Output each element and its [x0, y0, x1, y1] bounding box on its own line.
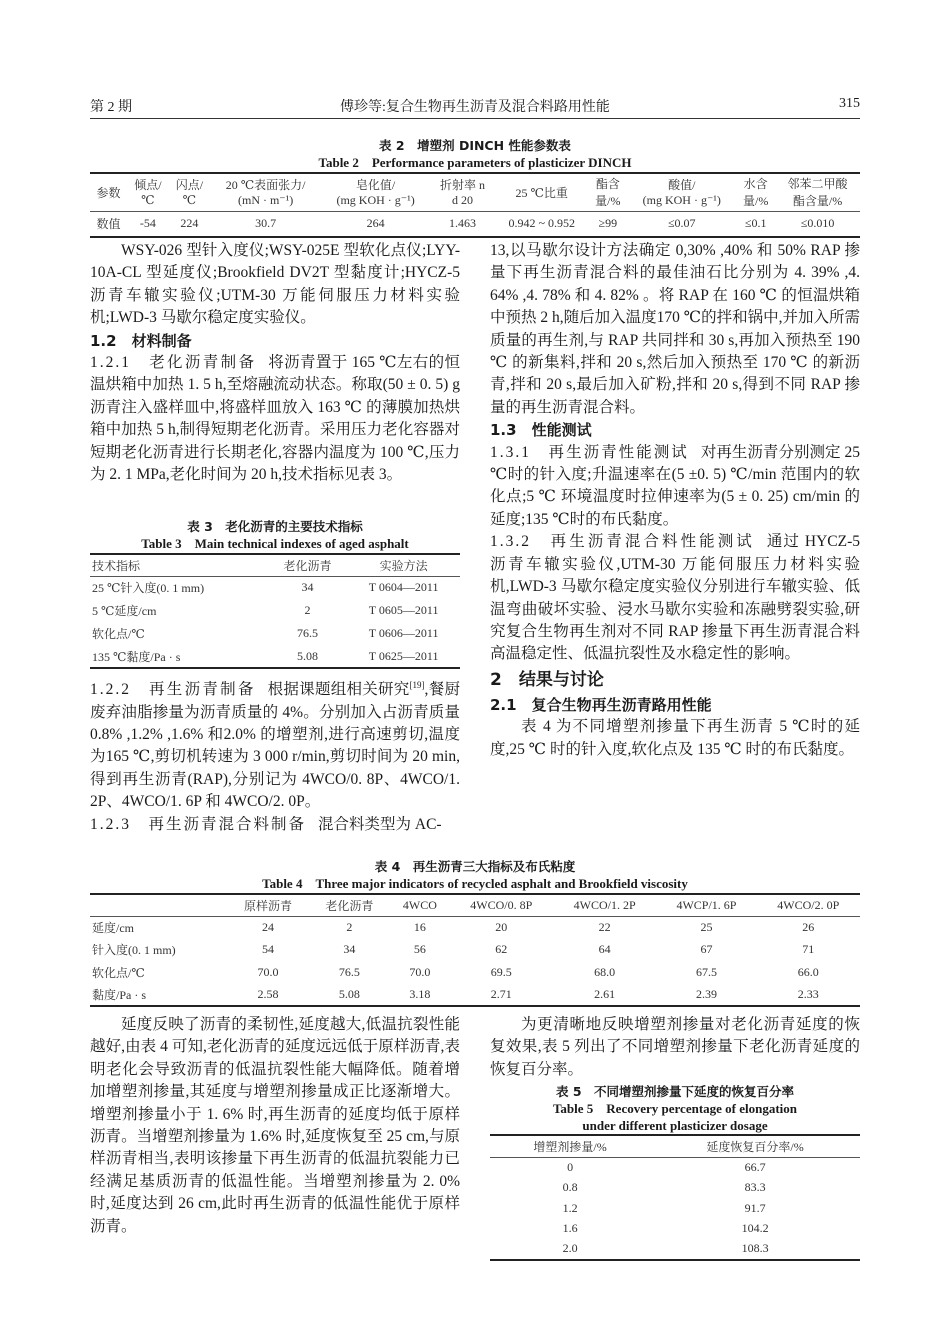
table-row: [90, 939, 860, 962]
table3-cell: 5 ℃延度/cm: [92, 604, 157, 618]
table4-header-cell: 老化沥青: [325, 898, 374, 913]
table4-cell: 16: [413, 920, 426, 934]
left-column-top: [90, 240, 460, 486]
header-line: 酸值/: [668, 178, 696, 193]
table2-header-cell: [627, 173, 736, 211]
table-row: [490, 1239, 860, 1260]
table-row: [490, 1219, 860, 1240]
header-line: (mg KOH · g⁻¹): [642, 193, 721, 208]
subsection-label-1-2-3: 1.2.3 再生沥青混合料制备: [90, 815, 307, 833]
left-column-bottom: [90, 1014, 460, 1238]
header-line: 邻苯二甲酸: [787, 177, 848, 192]
table5-cell: 0: [567, 1160, 574, 1174]
table4-cell: 54: [261, 942, 274, 957]
table4-cell: 延度/cm: [92, 921, 134, 935]
table2-header-cell: [169, 173, 211, 211]
paragraph-1-2-2-part2: ,餐厨废弃油脂掺量为沥青质量的 4%。分别加入占沥青质量0.8% ,1.2% ,1.6% 和2.0% 的增塑剂,进行高速剪切,温度为165 ℃,剪切机转速为 3 000 r/min,剪切时间为 20 min,得到再生沥青(RAP),分别记为 4WCO/0. 8P、4WCO/1. 2P、4WCO/1. 6P 和 4WCO/2. 0P。: [90, 681, 460, 811]
table5-header-cell: 延度恢复百分率/%: [706, 1139, 804, 1154]
table4-header-cell: 4WCO: [402, 897, 437, 912]
table2-title-en: Table 2 Performance parameters of plasticizer DINCH: [318, 155, 632, 170]
header-line: 皂化值/: [355, 178, 396, 193]
table4-header-cell: 4WCO/1. 2P: [573, 897, 636, 912]
table2-cell: 264: [366, 216, 385, 231]
table4-cell: 25: [700, 920, 713, 934]
table4-cell: 64: [598, 942, 611, 957]
table2-cell: 0.942 ~ 0.952: [508, 216, 575, 231]
table4-cell: 70.0: [409, 964, 431, 979]
table5-title-en: Table 5 Recovery percentage of elongation: [552, 1101, 798, 1116]
issue-label: 第 2 期: [90, 100, 132, 115]
table4-cell: 3.18: [409, 986, 431, 1001]
table4-cell: 76.5: [338, 964, 360, 979]
table4-cell: 2.61: [594, 986, 616, 1001]
table4-cell: 24: [261, 920, 274, 934]
table4-cell: 71: [802, 942, 815, 957]
table5-cell: 91.7: [744, 1200, 766, 1215]
table3-title-en: Table 3 Main technical indexes of aged asphalt: [141, 536, 409, 551]
table4-cell: 62: [495, 942, 508, 957]
paragraph-2-1: 表 4 为不同增塑剂掺量下再生沥青 5 ℃时的延度,25 ℃ 时的针入度,软化点及 135 ℃ 时的布氏黏度。: [490, 718, 860, 758]
table4-cell: 20: [495, 920, 508, 934]
table3-header-cell: 技术指标: [92, 558, 141, 573]
running-title: 傅珍等:复合生物再生沥青及混合料路用性能: [340, 100, 610, 115]
table4-cell: 黏度/Pa · s: [92, 987, 147, 1002]
table5-cell: 66.7: [744, 1160, 766, 1174]
table3-cell: 5.08: [296, 648, 318, 663]
header-line: 酯含: [595, 177, 620, 192]
header-line: 水含: [743, 177, 768, 192]
paragraph-1-3-2: 通过 HYCZ-5 沥青车辙实验仪,UTM-30 万能伺服压力材料实验机,LWD-3 马歇尔稳定度实验仪分别进行车辙实验、低温弯曲破坏实验、浸水马歇尔实验和冻融劈裂实验,研究复合生物再生剂对不同 RAP 掺量下再生沥青混合料高温稳定性、低温抗裂性及水稳定性的影响。: [490, 533, 860, 663]
right-column-top: [490, 240, 860, 761]
table5-cell: 0.8: [562, 1180, 578, 1195]
table-row: [90, 599, 460, 622]
table3-cell: 2: [304, 603, 311, 617]
table-row: [490, 1198, 860, 1219]
table3-header-cell: 老化沥青: [283, 558, 332, 573]
subsection-label-1-2-2: 1.2.2 再生沥青制备: [90, 681, 256, 699]
table5-header-cell: 增塑剂掺量/%: [533, 1139, 607, 1154]
table3-title-zh: 表 3 老化沥青的主要技术指标: [187, 519, 363, 534]
table2-header-cell: [495, 173, 588, 211]
citation-ref: [19]: [409, 680, 425, 690]
table4-cell: 69.5: [490, 964, 512, 979]
table4-cell: 软化点/℃: [92, 965, 145, 980]
table4-cell: 68.0: [594, 964, 616, 979]
table3-cell: 34: [301, 580, 314, 595]
table4-title-zh: 表 4 再生沥青三大指标及布氏粘度: [374, 859, 576, 874]
table5-title-en-line2: under different plasticizer dosage: [582, 1118, 768, 1133]
table4-cell: 26: [802, 920, 815, 934]
table3-cell: T 0605—2011: [368, 603, 439, 617]
table5-cell: 83.3: [744, 1180, 766, 1195]
table2-cell: -54: [139, 216, 156, 231]
table2-cell: ≤0.1: [744, 216, 767, 231]
subsection-label-1-2-1: 1.2.1 老化沥青制备: [90, 354, 257, 372]
table2-header-cell: [588, 173, 627, 211]
header-line: ℃: [141, 193, 155, 208]
table-row: [90, 576, 460, 599]
header-line: 量/%: [595, 194, 621, 209]
table5-cell: 1.6: [562, 1221, 578, 1236]
subsection-label-1-3-1: 1.3.1 再生沥青性能测试: [490, 443, 689, 461]
table2-cell: 1.463: [449, 216, 477, 231]
table4-cell: 67: [700, 942, 713, 957]
table2-header-cell: [736, 173, 775, 211]
table4-cell: 34: [343, 942, 356, 957]
table2-cell: 30.7: [255, 216, 277, 231]
header-line: 25 ℃比重: [515, 185, 568, 200]
header-line: 量/%: [743, 194, 769, 209]
header-line: 参数: [96, 185, 121, 200]
table2-cell: 数值: [96, 217, 121, 232]
table4-header-cell: 4WCO/2. 0P: [777, 897, 840, 912]
table2-cell: 224: [180, 216, 199, 231]
table2-header-cell: [90, 173, 127, 211]
table4-cell: 针入度(0. 1 mm): [92, 943, 176, 958]
table4-header-cell: 原样沥青: [243, 898, 292, 913]
table4-cell: 70.0: [257, 964, 279, 979]
table4-cell: 2.71: [490, 986, 512, 1001]
table3-caption: [90, 518, 460, 552]
right-column-bottom: [490, 1014, 860, 1081]
table5-cell: 1.2: [562, 1200, 578, 1215]
table2-header-cell: [127, 173, 169, 211]
section-heading-2: 2 结果与讨论: [490, 669, 604, 690]
table5-cell: 108.3: [741, 1241, 769, 1256]
table2-cell: ≥99: [598, 216, 618, 231]
table-row: [90, 645, 460, 668]
table4: [90, 893, 860, 1007]
table4-title-en: Table 4 Three major indicators of recycled asphalt and Brookfield viscosity: [262, 876, 688, 891]
header-line: 折射率 n: [440, 178, 486, 193]
table4-cell: 22: [598, 920, 611, 934]
subsection-label-1-3-2: 1.3.2 再生沥青混合料性能测试: [490, 533, 755, 551]
header-line: (mN · m⁻¹): [237, 193, 294, 208]
paragraph-recovery-intro: 为更清晰地反映增塑剂掺量对老化沥青延度的恢复效果,表 5 列出了不同增塑剂掺量下老化沥青延度的恢复百分率。: [490, 1016, 860, 1078]
table-row: [90, 984, 860, 1007]
table3-cell: 软化点/℃: [92, 627, 145, 641]
paragraph-1-2-3-cont: 13,以马歇尔设计方法确定 0,30% ,40% 和 50% RAP 掺量下再生沥青混合料的最佳油石比分别为 4. 39% ,4. 64% ,4. 78% 和 4. 82% 。将 RAP 在 160 ℃ 的恒温烘箱中预热 2 h,随后加入温度170 ℃的拌和锅中,并加入所需质量的再生剂,与 RAP 共同拌和 30 s,再加入预热至 190 ℃ 的新集料,拌和 20 s,然后加入预热至 170 ℃ 的新沥青,拌和 20 s,最后加入矿粉,拌和 20 s,得到不同 RAP 掺量的再生沥青混合料。: [490, 242, 860, 416]
table2: [90, 172, 860, 238]
running-header: [90, 94, 860, 119]
table-row: [490, 1157, 860, 1178]
section-heading-1-3: 1.3 性能测试: [490, 421, 592, 440]
table2-cell: ≤0.07: [667, 216, 696, 231]
table4-cell: 2.33: [797, 986, 819, 1001]
paragraph-1-2-2-part1: 根据课题组相关研究: [267, 681, 410, 699]
header-line: ℃: [182, 193, 197, 208]
table4-caption: [90, 858, 860, 892]
table3-cell: T 0606—2011: [368, 626, 439, 640]
table4-cell: 2: [346, 920, 353, 934]
table-row: [490, 1178, 860, 1199]
table4-cell: 5.08: [338, 986, 360, 1001]
paragraph-1-3-1: 对再生沥青分别测定 25 ℃时的针入度;升温速率在(5 ±0. 5) ℃/min 范围内的软化点;5 ℃ 环境温度时拉伸速率为(5 ± 0. 25) cm/min 的延度;135 ℃时的布氏黏度。: [490, 443, 860, 528]
left-column-mid: [90, 674, 460, 836]
table2-cell: ≤0.010: [800, 216, 835, 231]
table5-caption: [490, 1083, 860, 1134]
paragraph-elongation-discussion: 延度反映了沥青的柔韧性,延度越大,低温抗裂性能越好,由表 4 可知,老化沥青的延度远远低于原样沥青,表明老化会导致沥青的低温抗裂性能大幅降低。随着增加增塑剂掺量,其延度与增塑剂掺量成正比逐渐增大。增塑剂掺量小于 1. 6% 时,再生沥青的延度均低于原样沥青。当增塑剂掺量为 1.6% 时,延度恢复至 25 cm,与原样沥青相当,表明该掺量下再生沥青的低温抗裂能力已经满足基质沥青的低温性能。当增塑剂掺量为 2. 0% 时,延度达到 26 cm,此时再生沥青的低温性能优于原样沥青。: [90, 1016, 460, 1235]
table3-header-cell: 实验方法: [379, 558, 428, 573]
table2-caption: [90, 137, 860, 171]
table-row: [90, 916, 860, 939]
header-line: 酯含量/%: [792, 194, 843, 209]
header-line: (mg KOH · g⁻¹): [336, 193, 415, 208]
table3-cell: 25 ℃针入度(0. 1 mm): [92, 581, 205, 596]
table5: [490, 1134, 860, 1261]
header-line: 20 ℃表面张力/: [225, 178, 306, 193]
paragraph-equipment: WSY-026 型针入度仪;WSY-025E 型软化点仪;LYY-10A-CL 型延度仪;Brookfield DV2T 型黏度计;HYCZ-5 沥青车辙实验仪;UTM-30 万能伺服压力材料实验机;LWD-3 马歇尔稳定度实验仪。: [90, 242, 460, 327]
table4-cell: 67.5: [695, 964, 717, 979]
table3: [90, 553, 460, 669]
table4-cell: 2.39: [695, 986, 717, 1001]
table2-header-cell: [210, 173, 321, 211]
table5-cell: 2.0: [562, 1241, 578, 1256]
table3-cell: T 0625—2011: [368, 648, 439, 663]
table2-header-cell: [775, 173, 860, 211]
table5-cell: 104.2: [741, 1221, 769, 1236]
section-heading-1-2: 1.2 材料制备: [90, 331, 192, 350]
table-row: [90, 622, 460, 645]
section-heading-2-1: 2.1 复合生物再生沥青路用性能: [490, 695, 712, 714]
table2-title-zh: 表 2 增塑剂 DINCH 性能参数表: [379, 138, 571, 153]
table2-header-cell: [321, 173, 430, 211]
page-number: 315: [839, 96, 860, 111]
paragraph-1-2-1: 将沥青置于 165 ℃左右的恒温烘箱中加热 1. 5 h,至熔融流动状态。称取(50 ± 0. 5) g 沥青注入盛样皿中,将盛样皿放入 163 ℃ 的薄膜加热烘箱中加热 5 h,制得短期老化沥青。采用压力老化容器对短期老化沥青进行长期老化,容器内温度为 100 ℃,压力为 2. 1 MPa,老化时间为 20 h,技术指标见表 3。: [90, 354, 460, 484]
table2-header-cell: [430, 173, 495, 211]
table4-cell: 2.58: [257, 986, 279, 1001]
table4-header-cell: [90, 894, 227, 916]
table4-header-cell: 4WCO/0. 8P: [470, 897, 533, 912]
header-line: d 20: [452, 193, 474, 208]
header-line: 闪点/: [175, 178, 204, 193]
table3-cell: T 0604—2011: [368, 580, 439, 595]
table3-cell: 135 ℃黏度/Pa · s: [92, 649, 181, 664]
header-line: 倾点/: [134, 178, 162, 193]
table4-cell: 56: [413, 942, 426, 957]
paragraph-1-2-3-start: 混合料类型为 AC-: [318, 815, 442, 833]
table4-cell: 66.0: [797, 964, 819, 979]
table-row: [90, 961, 860, 984]
table4-header-cell: 4WCP/1. 6P: [676, 897, 737, 912]
table5-title-zh: 表 5 不同增塑剂掺量下延度的恢复百分率: [555, 1084, 795, 1099]
table3-cell: 76.5: [296, 626, 318, 640]
